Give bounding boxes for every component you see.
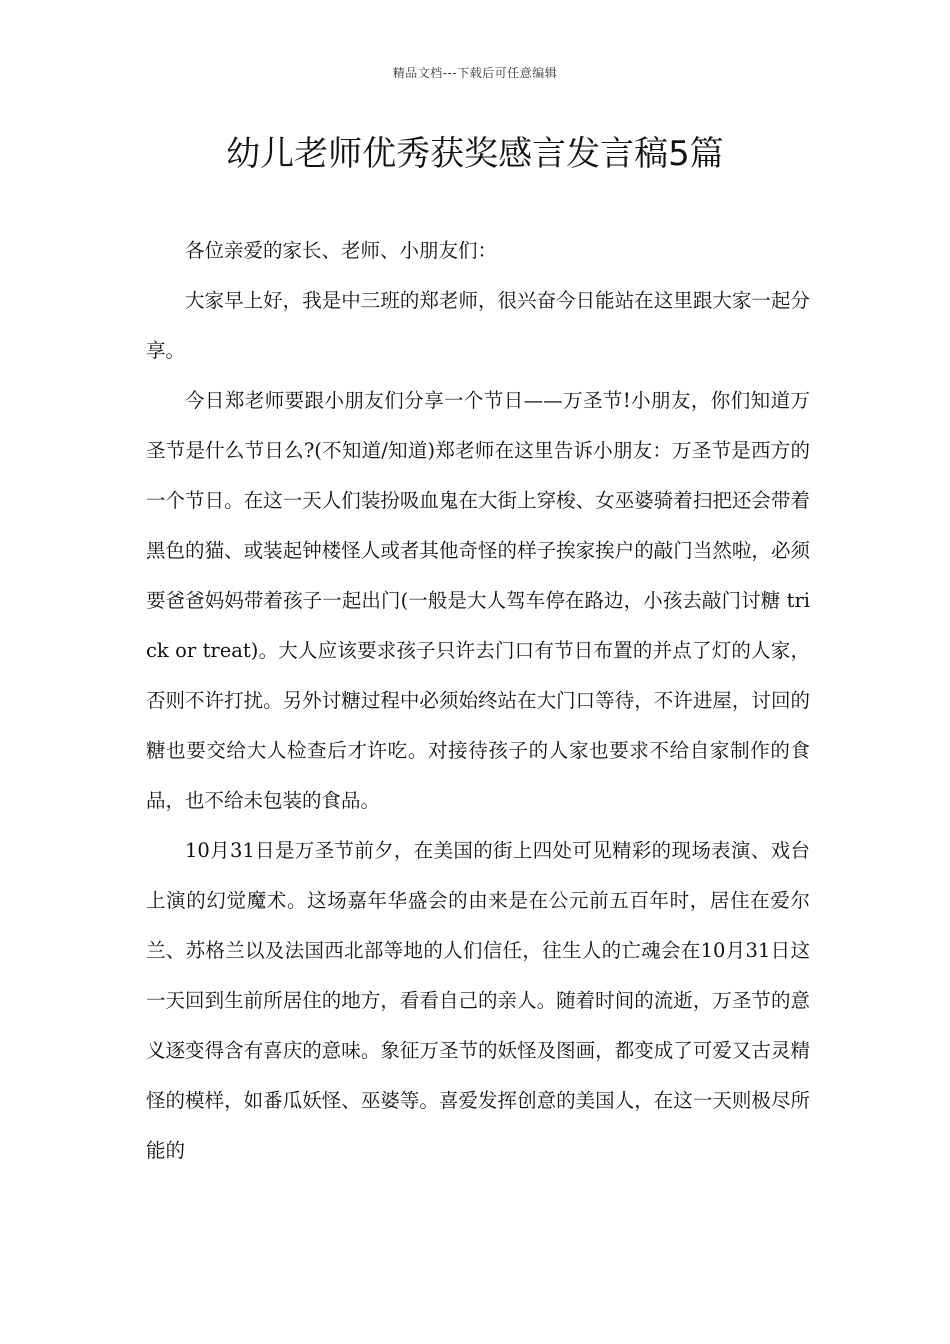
paragraph-halloween-description: 今日郑老师要跟小朋友们分享一个节日——万圣节!小朋友，你们知道万圣节是什么节日么?(不知道/知道)郑老师在这里告诉小朋友：万圣节是西方的一个节日。在这一天人们装扮吸血鬼在大街上穿梭、女巫婆骑着扫把还会带着黑色的猫、或装起钟楼怪人或者其他奇怪的样子挨家挨户的敲门当然啦，必须要爸爸妈妈带着孩子一起出门(一般是大人驾车停在路边，小孩去敲门讨糖 trick or treat)。大人应该要求孩子只许去门口有节日布置的并点了灯的人家，否则不许打扰。另外讨糖过程中必须始终站在大门口等待，不许进屋，讨回的糖也要交给大人检查后才许吃。对接待孩子的人家也要求不给自家制作的食品，也不给未包装的食品。 [146,389,810,812]
paragraph-intro: 大家早上好，我是中三班的郑老师，很兴奋今日能站在这里跟大家一起分享。 [146,289,810,362]
document-title: 幼儿老师优秀获奖感言发言稿5篇 [226,134,724,174]
document-body [146,226,810,1176]
paragraph-halloween-history: 10月31日是万圣节前夕，在美国的街上四处可见精彩的现场表演、戏台上演的幻觉魔术。这场嘉年华盛会的由来是在公元前五百年时，居住在爱尔兰、苏格兰以及法国西北部等地的人们信任，往生人的亡魂会在10月31日这一天回到生前所居住的地方，看看自己的亲人。随着时间的流逝，万圣节的意义逐变得含有喜庆的意味。象征万圣节的妖怪及图画，都变成了可爱又古灵精怪的模样，如番瓜妖怪、巫婆等。喜爱发挥创意的美国人，在这一天则极尽所能的 [146,839,810,1162]
paragraph-greeting: 各位亲爱的家长、老师、小朋友们： [185,239,498,262]
header-note: 精品文档---下载后可任意编辑 [392,66,558,80]
